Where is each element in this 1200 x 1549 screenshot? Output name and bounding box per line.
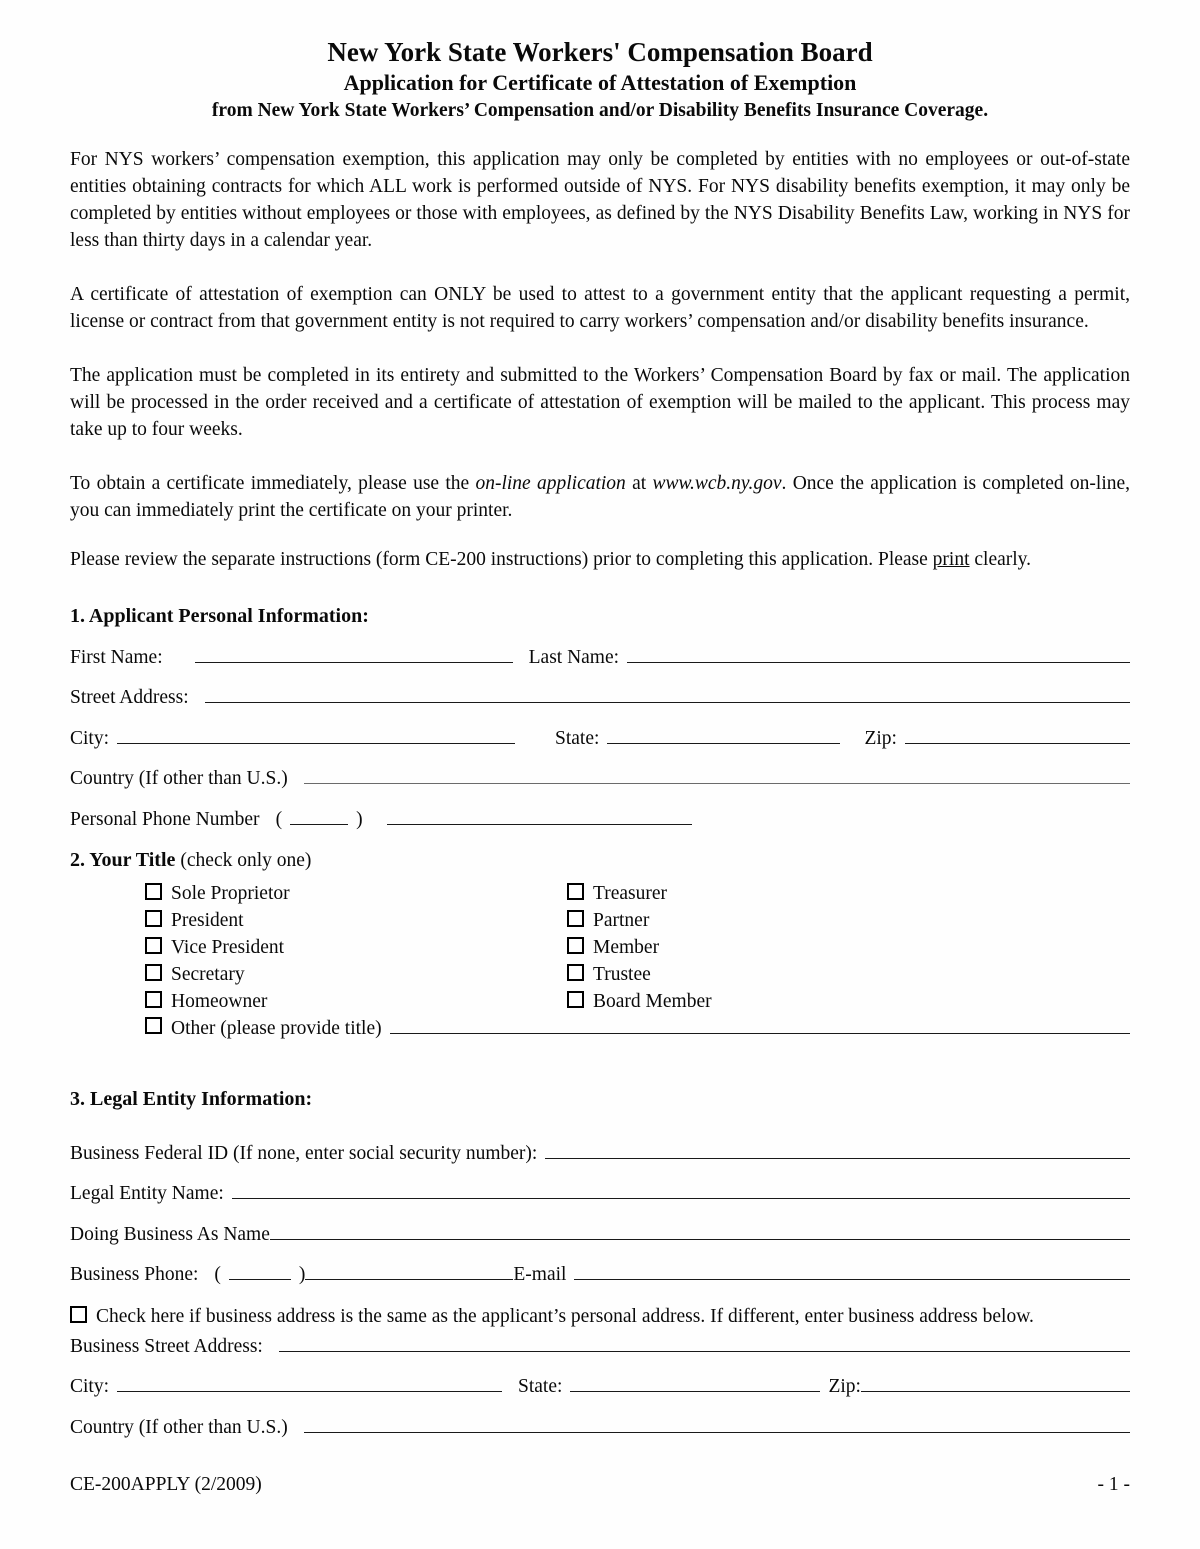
checkbox-vice-president[interactable]	[145, 937, 162, 954]
business-phone-label: Business Phone:	[70, 1264, 199, 1286]
page-title: New York State Workers' Compensation Board	[327, 37, 873, 67]
paragraph-4-text: at	[625, 473, 653, 494]
intro-paragraph-3: The application must be completed in its entirety and submitted to the Workers’ Compensation Board by fax or mail. The application will be processed in the order received and a certificate of attestation of exemption will be mailed to the applicant. This process may take up to four weeks.	[70, 365, 1130, 440]
title-option	[145, 961, 567, 988]
checkbox-secretary[interactable]	[145, 964, 162, 981]
business-state-label: State:	[518, 1376, 563, 1398]
paren-open: (	[214, 1264, 221, 1286]
title-option-row-other	[70, 1015, 1130, 1043]
street-address-row	[70, 684, 1130, 712]
title-option-label: Treasurer	[593, 882, 668, 904]
dba-input[interactable]	[270, 1220, 1130, 1240]
paragraph-5-text: Please review the separate instructions (form CE-200 instructions) prior to completing this application. Please	[70, 549, 933, 570]
street-address-label: Street Address:	[70, 687, 189, 709]
title-option	[567, 934, 659, 961]
checkbox-treasurer[interactable]	[567, 883, 584, 900]
legal-entity-name-row	[70, 1180, 1130, 1208]
other-title-label: Other (please provide title)	[171, 1018, 382, 1040]
business-country-label: Country (If other than U.S.)	[70, 1416, 288, 1438]
title-option-label: Secretary	[171, 963, 245, 985]
title-option-row	[70, 961, 1130, 988]
first-name-label: First Name:	[70, 646, 163, 668]
dba-row	[70, 1220, 1130, 1248]
checkbox-homeowner[interactable]	[145, 991, 162, 1008]
title-option-label: Member	[593, 936, 660, 958]
paren-open: (	[275, 808, 283, 830]
title-option	[145, 880, 567, 907]
title-option-row	[70, 880, 1130, 907]
form-number: CE-200APPLY (2/2009)	[70, 1473, 262, 1495]
business-country-row	[70, 1413, 1130, 1441]
state-input[interactable]	[607, 724, 840, 744]
title-option-row	[70, 934, 1130, 961]
zip-label: Zip:	[864, 727, 897, 749]
title-option	[567, 880, 667, 907]
zip-input[interactable]	[905, 724, 1130, 744]
business-city-state-zip-row	[70, 1373, 1130, 1401]
section-1-heading: 1. Applicant Personal Information:	[70, 605, 369, 627]
other-title-input[interactable]	[390, 1015, 1130, 1035]
title-option	[145, 988, 567, 1015]
paren-close: )	[356, 808, 363, 830]
title-option-label: Sole Proprietor	[171, 882, 290, 904]
checkbox-president[interactable]	[145, 910, 162, 927]
email-label: E-mail	[513, 1264, 567, 1286]
print-emphasis: print	[932, 549, 970, 570]
wcb-website-text: www.wcb.ny.gov	[652, 473, 782, 494]
paragraph-4-text: To obtain a certificate immediately, please use the	[70, 473, 476, 494]
title-option-label: President	[171, 909, 244, 931]
business-state-input[interactable]	[570, 1373, 820, 1393]
title-option	[145, 934, 567, 961]
intro-paragraph-1: For NYS workers’ compensation exemption, this application may only be completed by entities with no employees or out-of-state entities obtaining contracts for which ALL work is performed outside of NYS. For NYS disability benefits exemption, it may only be completed by entities without employees or those with employees, as defined by the NYS Disability Benefits Law, working in NYS for less than thirty days in a calendar year.	[70, 149, 1130, 251]
dba-label: Doing Business As Name	[70, 1223, 270, 1245]
federal-id-row	[70, 1139, 1130, 1167]
title-option-label: Vice President	[171, 936, 285, 958]
same-address-label: Check here if business address is the same as the applicant’s personal address. If different, enter business address below.	[96, 1306, 1034, 1328]
section-2-heading-bold: 2. Your Title	[70, 848, 176, 871]
paren-close: )	[298, 1264, 306, 1286]
city-state-zip-row	[70, 724, 1130, 752]
country-row	[70, 765, 1130, 793]
business-phone-input[interactable]	[305, 1261, 513, 1281]
personal-phone-input[interactable]	[387, 805, 692, 825]
name-row	[70, 643, 1130, 671]
page-number: - 1 -	[1097, 1473, 1130, 1495]
title-option-label: Board Member	[593, 990, 712, 1012]
business-street-label: Business Street Address:	[70, 1335, 263, 1357]
title-option	[145, 907, 567, 934]
personal-phone-row	[70, 805, 1130, 833]
title-option-row	[70, 907, 1130, 934]
title-option	[567, 988, 712, 1015]
country-input[interactable]	[304, 765, 1130, 785]
checkbox-trustee[interactable]	[567, 964, 584, 981]
intro-paragraph-5	[70, 546, 1130, 573]
email-input[interactable]	[574, 1261, 1130, 1281]
federal-id-input[interactable]	[545, 1139, 1130, 1159]
business-phone-email-row	[70, 1261, 1130, 1289]
title-option	[567, 961, 651, 988]
section-2-heading-note: (check only one)	[180, 849, 312, 871]
legal-entity-name-input[interactable]	[232, 1180, 1130, 1200]
intro-paragraph-4	[70, 470, 1130, 524]
business-street-row	[70, 1332, 1130, 1360]
city-input[interactable]	[117, 724, 515, 744]
checkbox-member[interactable]	[567, 937, 584, 954]
street-address-input[interactable]	[205, 684, 1130, 704]
page-footer	[70, 1471, 1130, 1498]
title-option-label: Homeowner	[171, 990, 268, 1012]
business-street-input[interactable]	[279, 1332, 1130, 1352]
title-option-row	[70, 988, 1130, 1015]
title-checkbox-grid	[70, 880, 1130, 1043]
federal-id-label: Business Federal ID (If none, enter social security number):	[70, 1142, 538, 1164]
business-city-input[interactable]	[117, 1373, 502, 1393]
last-name-label: Last Name:	[528, 646, 620, 668]
state-label: State:	[555, 727, 600, 749]
title-option-label: Partner	[593, 909, 650, 931]
business-city-label: City:	[70, 1376, 110, 1398]
business-zip-label: Zip:	[828, 1376, 861, 1398]
legal-entity-name-label: Legal Entity Name:	[70, 1183, 224, 1205]
personal-phone-label: Personal Phone Number	[70, 808, 260, 830]
checkbox-sole-proprietor[interactable]	[145, 883, 162, 900]
checkbox-board-member[interactable]	[567, 991, 584, 1008]
title-option	[567, 907, 649, 934]
city-label: City:	[70, 727, 110, 749]
section-3-heading: 3. Legal Entity Information:	[70, 1088, 313, 1111]
checkbox-same-address[interactable]	[70, 1306, 87, 1323]
business-area-code-input[interactable]	[229, 1261, 291, 1281]
area-code-input[interactable]	[290, 805, 348, 825]
checkbox-partner[interactable]	[567, 910, 584, 927]
title-option-label: Trustee	[593, 963, 651, 985]
page-subtitle-2: from New York State Workers’ Compensation and/or Disability Benefits Insurance Coverage.	[211, 100, 989, 121]
paragraph-4-text: . Once the application is completed on-line, you can immediately print the certificate on your printer.	[70, 473, 1131, 521]
paragraph-5-text: clearly.	[969, 549, 1032, 570]
section-2-heading	[70, 847, 1130, 874]
business-zip-input[interactable]	[861, 1373, 1130, 1393]
checkbox-other[interactable]	[145, 1017, 162, 1034]
online-application-emphasis: on-line application	[475, 473, 626, 494]
country-label: Country (If other than U.S.)	[70, 768, 288, 790]
same-address-paragraph	[70, 1303, 1130, 1330]
business-country-input[interactable]	[304, 1413, 1130, 1433]
first-name-input[interactable]	[195, 643, 513, 663]
intro-paragraph-2: A certificate of attestation of exemption can ONLY be used to attest to a government entity that the applicant requesting a permit, license or contract from that government entity is not required to carry workers’ compensation and/or disability benefits insurance.	[70, 284, 1130, 332]
last-name-input[interactable]	[627, 643, 1130, 663]
page-subtitle: Application for Certificate of Attestation of Exemption	[343, 70, 857, 95]
